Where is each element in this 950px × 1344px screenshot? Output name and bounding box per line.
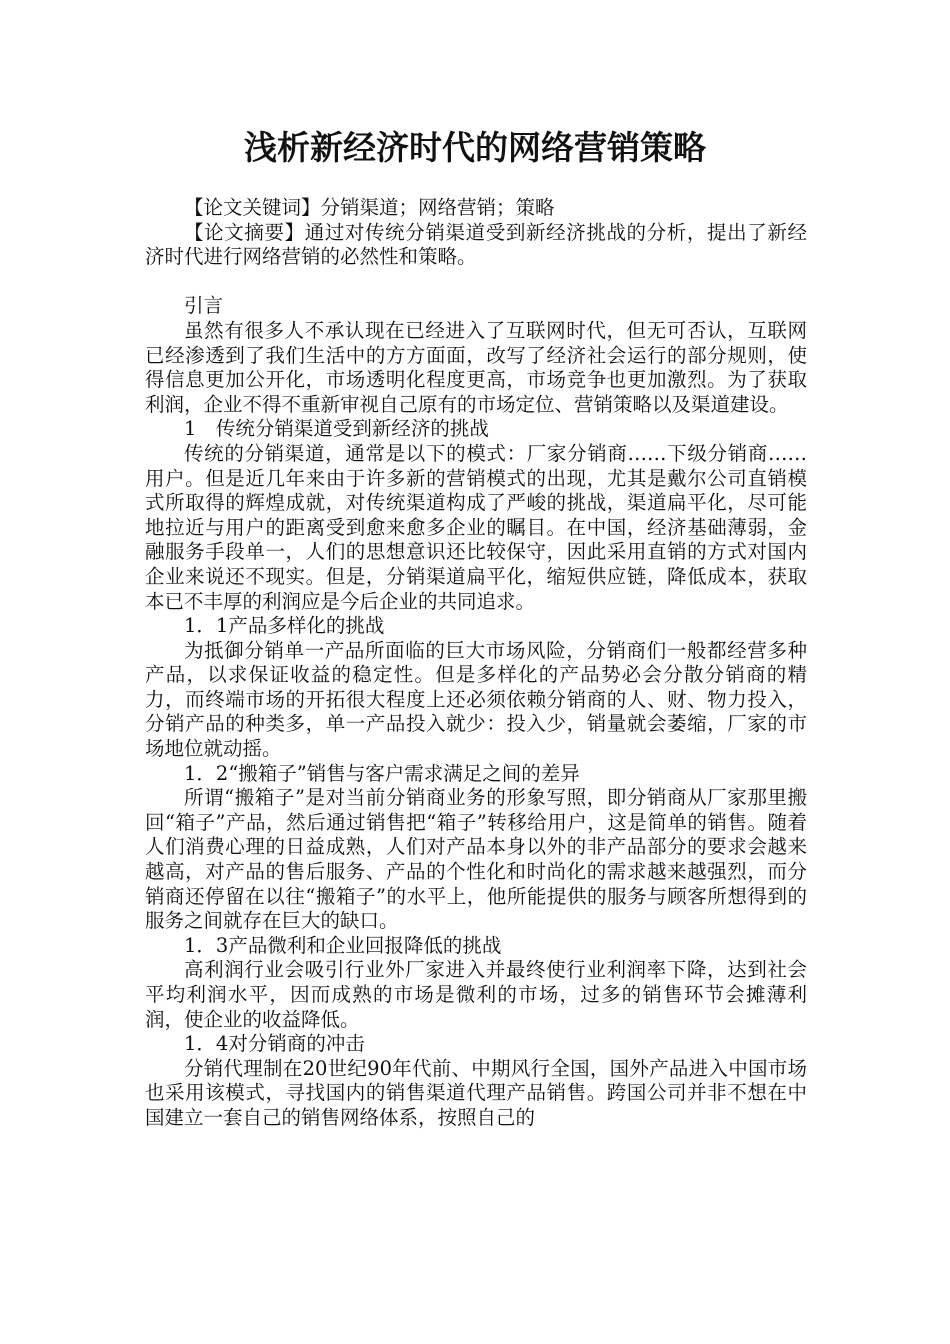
- keywords-paragraph: 【论文关键词】分销渠道；网络营销；策略: [184, 196, 555, 219]
- document-title: 浅析新经济时代的网络营销策略: [244, 128, 706, 167]
- section-heading-1: 1 传统分销渠道受到新经济的挑战: [184, 417, 489, 441]
- section-1-4-paragraph: 分销代理制在20世纪90年代前、中期风行全国，国外产品进入中国市场也采用该模式，寻找国内的销售渠道代理产品销售。跨国公司并非不想在中国建立一套自己的销售网络体系，按照自己的: [145, 1056, 807, 1129]
- document-body: [145, 196, 807, 1131]
- section-heading-introduction: 引言: [184, 294, 224, 318]
- section-heading-1-1: 1．1产品多样化的挑战: [184, 614, 385, 638]
- section-1-paragraph: 传统的分销渠道，通常是以下的模式：厂家分销商……下级分销商……用户。但是近几年来由于许多新的营销模式的出现，尤其是戴尔公司直销模式所取得的辉煌成就，对传统渠道构成了严峻的挑战，渠道扁平化，尽可能地拉近与用户的距离受到愈来愈多企业的瞩目。在中国，经济基础薄弱，金融服务手段单一，人们的思想意识还比较保守，因此采用直销的方式对国内企业来说还不现实。但是，分销渠道扁平化，缩短供应链，降低成本，获取本已不丰厚的利润应是今后企业的共同追求。: [145, 441, 807, 613]
- blank-line: [145, 270, 807, 295]
- section-heading-1-2: 1．2“搬箱子”销售与客户需求满足之间的差异: [184, 761, 580, 785]
- section-heading-1-3: 1．3产品微利和企业回报降低的挑战: [184, 933, 502, 957]
- section-1-3-paragraph: 高利润行业会吸引行业外厂家进入并最终使行业利润率下降，达到社会平均利润水平，因而成熟的市场是微利的市场，过多的销售环节会摊薄利润，使企业的收益降低。: [145, 958, 807, 1031]
- section-heading-1-4: 1．4对分销商的冲击: [184, 1032, 365, 1056]
- section-1-2-paragraph: 所谓“搬箱子”是对当前分销商业务的形象写照，即分销商从厂家那里搬回“箱子”产品，然后通过销售把“箱子”转移给用户，这是简单的销售。随着人们消费心理的日益成熟，人们对产品本身以外的非产品部分的要求会越来越高，对产品的售后服务、产品的个性化和时尚化的需求越来越强烈，而分销商还停留在以往“搬箱子”的水平上，他所能提供的服务与顾客所想得到的服务之间就存在巨大的缺口。: [145, 786, 807, 933]
- introduction-paragraph: 虽然有很多人不承认现在已经进入了互联网时代，但无可否认，互联网已经渗透到了我们生活中的方方面面，改写了经济社会运行的部分规则，使得信息更加公开化，市场透明化程度更高，市场竞争也更加激烈。为了获取利润，企业不得不重新审视自己原有的市场定位、营销策略以及渠道建设。: [145, 318, 807, 416]
- abstract-paragraph: 【论文摘要】通过对传统分销渠道受到新经济挑战的分析，提出了新经济时代进行网络营销的必然性和策略。: [145, 220, 807, 269]
- section-1-1-paragraph: 为抵御分销单一产品所面临的巨大市场风险，分销商们一般都经营多种产品，以求保证收益的稳定性。但是多样化的产品势必会分散分销商的精力，而终端市场的开拓很大程度上还必须依赖分销商的人、财、物力投入，分销产品的种类多，单一产品投入就少：投入少，销量就会萎缩，厂家的市场地位就动摇。: [145, 638, 807, 761]
